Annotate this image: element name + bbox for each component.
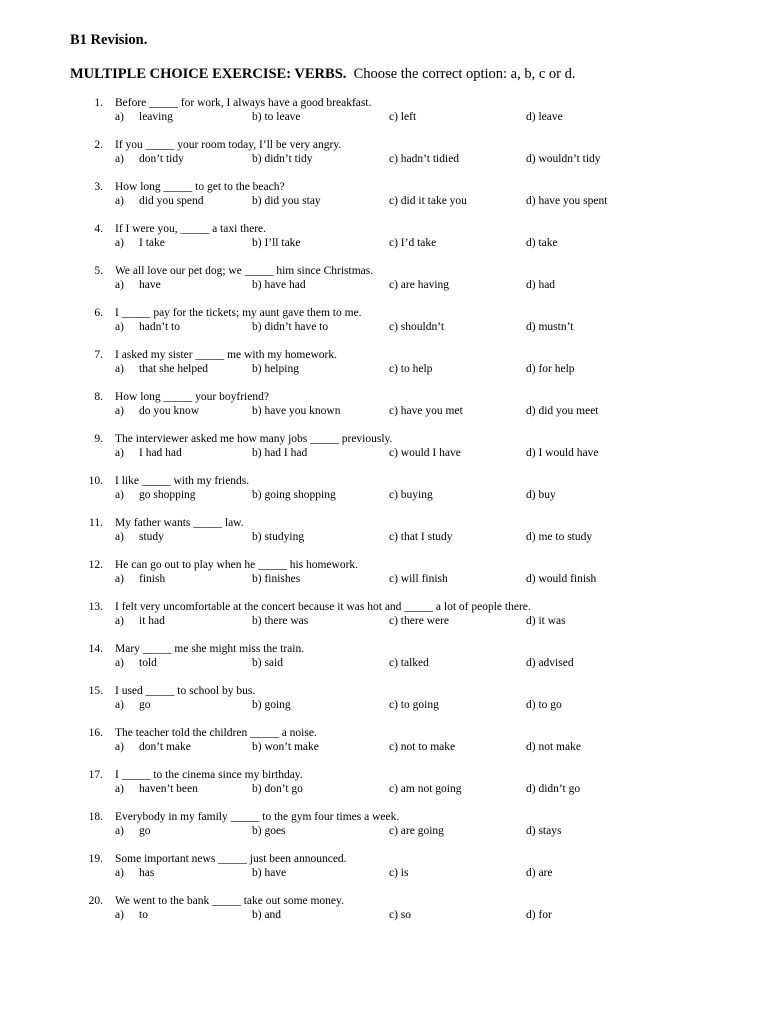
question-item: [0, 139, 768, 181]
question-item: [0, 307, 768, 349]
option-a-letter: a): [115, 153, 124, 165]
option-a-letter: a): [115, 237, 124, 249]
question-text: We went to the bank _____ take out some money.: [115, 895, 344, 907]
option-a-text: to: [139, 909, 148, 921]
question-list: [0, 97, 768, 937]
option-a: [115, 195, 204, 207]
option-a: [115, 783, 198, 795]
option-b: b) have had: [252, 279, 306, 291]
question-number: 5.: [94, 265, 103, 277]
option-c: c) hadn’t tidied: [389, 153, 460, 165]
option-a: [115, 573, 165, 585]
option-c: c) that I study: [389, 531, 453, 543]
option-a-text: told: [139, 657, 157, 669]
exercise-instruction: Choose the correct option: a, b, c or d.: [353, 66, 576, 82]
option-d: d) me to study: [526, 531, 593, 543]
question-number: 7.: [94, 349, 103, 361]
option-c: c) not to make: [389, 741, 456, 753]
option-a: [115, 405, 199, 417]
question-item: [0, 181, 768, 223]
option-a-letter: a): [115, 489, 124, 501]
question-number: 20.: [88, 895, 103, 907]
option-a-text: do you know: [139, 405, 200, 417]
option-b: b) did you stay: [252, 195, 321, 207]
option-c: c) have you met: [389, 405, 463, 417]
option-a-letter: a): [115, 741, 124, 753]
question-number: 2.: [94, 139, 103, 151]
question-text: How long _____ your boyfriend?: [115, 391, 269, 403]
question-number: 13.: [88, 601, 103, 613]
option-a: [115, 321, 180, 333]
question-item: [0, 475, 768, 517]
question-text: If I were you, _____ a taxi there.: [115, 223, 267, 235]
question-text: He can go out to play when he _____ his homework.: [115, 559, 359, 571]
question-number: 16.: [88, 727, 103, 739]
option-c: c) so: [389, 909, 412, 921]
option-a-letter: a): [115, 111, 124, 123]
option-c: c) I’d take: [389, 237, 437, 249]
document-title: B1 Revision.: [70, 32, 148, 48]
option-d: d) to go: [526, 699, 562, 711]
option-d: d) for: [526, 909, 552, 921]
option-d: d) take: [526, 237, 558, 249]
option-a-text: did you spend: [139, 195, 204, 207]
option-c: c) buying: [389, 489, 433, 501]
option-b: b) helping: [252, 363, 299, 375]
question-number: 11.: [89, 517, 103, 529]
option-c: c) to going: [389, 699, 439, 711]
option-a: [115, 825, 151, 837]
question-item: [0, 265, 768, 307]
option-a-text: hadn’t to: [139, 321, 180, 333]
question-item: [0, 895, 768, 937]
option-b: b) won’t make: [252, 741, 319, 753]
option-b: b) going: [252, 699, 291, 711]
option-d: d) I would have: [526, 447, 599, 459]
option-d: d) for help: [526, 363, 575, 375]
question-item: [0, 685, 768, 727]
option-d: d) did you meet: [526, 405, 599, 417]
option-b: b) there was: [252, 615, 309, 627]
option-a: [115, 699, 151, 711]
option-a: [115, 531, 164, 543]
option-c: c) shouldn’t: [389, 321, 445, 333]
option-a-text: go shopping: [139, 489, 196, 501]
option-a-letter: a): [115, 531, 124, 543]
option-a-letter: a): [115, 783, 124, 795]
option-b: b) had I had: [252, 447, 308, 459]
question-number: 10.: [88, 475, 103, 487]
option-a-letter: a): [115, 321, 124, 333]
option-d: d) stays: [526, 825, 562, 837]
question-number: 17.: [88, 769, 103, 781]
option-a: [115, 657, 157, 669]
question-item: [0, 223, 768, 265]
option-a-letter: a): [115, 195, 124, 207]
option-c: c) did it take you: [389, 195, 467, 207]
option-a-letter: a): [115, 615, 124, 627]
question-number: 18.: [88, 811, 103, 823]
option-d: d) wouldn’t tidy: [526, 153, 601, 165]
question-number: 12.: [88, 559, 103, 571]
option-a-text: I had had: [139, 447, 182, 459]
question-item: [0, 853, 768, 895]
option-a-letter: a): [115, 909, 124, 921]
option-c: c) there were: [389, 615, 450, 627]
question-text: The teacher told the children _____ a noise.: [115, 727, 317, 739]
option-b: b) going shopping: [252, 489, 336, 501]
option-d: d) it was: [526, 615, 566, 627]
option-b: b) finishes: [252, 573, 301, 585]
question-item: [0, 643, 768, 685]
question-item: [0, 811, 768, 853]
option-a-letter: a): [115, 657, 124, 669]
question-item: [0, 769, 768, 811]
option-a: [115, 111, 173, 123]
question-item: [0, 97, 768, 139]
option-a-text: go: [139, 825, 151, 837]
option-a: [115, 279, 161, 291]
option-d: d) had: [526, 279, 556, 291]
question-text: Everybody in my family _____ to the gym four times a week.: [115, 811, 400, 823]
question-text: Before _____ for work, I always have a good breakfast.: [115, 97, 372, 109]
option-a-text: it had: [139, 615, 165, 627]
question-item: [0, 517, 768, 559]
option-a-letter: a): [115, 573, 124, 585]
question-text: If you _____ your room today, I’ll be very angry.: [115, 139, 342, 151]
question-text: I felt very uncomfortable at the concert because it was hot and _____ a lot of people there.: [115, 601, 531, 613]
question-item: [0, 601, 768, 643]
question-item: [0, 391, 768, 433]
option-a: [115, 363, 208, 375]
question-text: How long _____ to get to the beach?: [115, 181, 285, 193]
option-c: c) talked: [389, 657, 429, 669]
question-text: Mary _____ me she might miss the train.: [115, 643, 305, 655]
option-a-text: don’t make: [139, 741, 191, 753]
option-a-text: has: [139, 867, 155, 879]
option-a: [115, 741, 191, 753]
question-number: 8.: [94, 391, 103, 403]
question-text: I asked my sister _____ me with my homework.: [115, 349, 337, 361]
question-item: [0, 433, 768, 475]
question-number: 3.: [94, 181, 103, 193]
question-text: I like _____ with my friends.: [115, 475, 250, 487]
option-b: b) don’t go: [252, 783, 303, 795]
option-a-text: leaving: [139, 111, 173, 123]
option-a-letter: a): [115, 825, 124, 837]
question-text: I _____ pay for the tickets; my aunt gave them to me.: [115, 307, 362, 319]
option-a-text: finish: [139, 573, 166, 585]
question-item: [0, 349, 768, 391]
option-b: b) didn’t tidy: [252, 153, 313, 165]
option-c: c) are going: [389, 825, 444, 837]
option-b: b) said: [252, 657, 283, 669]
option-a: [115, 489, 196, 501]
option-a-text: study: [139, 531, 164, 543]
question-text: My father wants _____ law.: [115, 517, 244, 529]
question-number: 14.: [88, 643, 103, 655]
question-text: The interviewer asked me how many jobs _____ previously.: [115, 433, 393, 445]
question-text: I used _____ to school by bus.: [115, 685, 256, 697]
option-a: [115, 867, 154, 879]
option-c: c) to help: [389, 363, 433, 375]
option-a-text: don’t tidy: [139, 153, 184, 165]
option-a-letter: a): [115, 867, 124, 879]
option-d: d) not make: [526, 741, 581, 753]
option-c: c) left: [389, 111, 417, 123]
option-c: c) is: [389, 867, 409, 879]
option-a: [115, 153, 184, 165]
option-a: [115, 909, 148, 921]
option-a-letter: a): [115, 447, 124, 459]
option-b: b) and: [252, 909, 282, 921]
option-d: d) buy: [526, 489, 556, 501]
question-number: 1.: [94, 97, 103, 109]
option-a-letter: a): [115, 279, 124, 291]
option-d: d) advised: [526, 657, 574, 669]
option-b: b) goes: [252, 825, 286, 837]
option-b: b) studying: [252, 531, 305, 543]
option-a-text: that she helped: [139, 363, 208, 375]
question-text: I _____ to the cinema since my birthday.: [115, 769, 303, 781]
option-c: c) would I have: [389, 447, 461, 459]
option-a-letter: a): [115, 699, 124, 711]
option-b: b) I’ll take: [252, 237, 301, 249]
option-d: d) leave: [526, 111, 563, 123]
option-b: b) have you known: [252, 405, 341, 417]
question-number: 6.: [94, 307, 103, 319]
option-a-text: have: [139, 279, 161, 291]
option-d: d) have you spent: [526, 195, 608, 207]
exercise-heading-bold: MULTIPLE CHOICE EXERCISE: VERBS.: [70, 66, 347, 82]
option-d: d) are: [526, 867, 553, 879]
question-item: [0, 727, 768, 769]
question-number: 15.: [88, 685, 103, 697]
option-a: [115, 237, 165, 249]
question-text: We all love our pet dog; we _____ him since Christmas.: [115, 265, 374, 277]
option-a-letter: a): [115, 363, 124, 375]
option-b: b) to leave: [252, 111, 301, 123]
option-a: [115, 447, 182, 459]
question-text: Some important news _____ just been announced.: [115, 853, 347, 865]
option-a-text: go: [139, 699, 151, 711]
option-d: d) didn’t go: [526, 783, 581, 795]
option-a-text: I take: [139, 237, 165, 249]
option-d: d) would finish: [526, 573, 597, 585]
option-d: d) mustn’t: [526, 321, 574, 333]
option-c: c) am not going: [389, 783, 462, 795]
option-c: c) will finish: [389, 573, 448, 585]
option-b: b) have: [252, 867, 287, 879]
question-number: 9.: [94, 433, 103, 445]
option-a-text: haven’t been: [139, 783, 198, 795]
option-a-letter: a): [115, 405, 124, 417]
question-number: 4.: [94, 223, 103, 235]
question-item: [0, 559, 768, 601]
question-number: 19.: [88, 853, 103, 865]
option-c: c) are having: [389, 279, 450, 291]
exercise-heading: [70, 66, 576, 83]
option-b: b) didn’t have to: [252, 321, 329, 333]
option-a: [115, 615, 165, 627]
